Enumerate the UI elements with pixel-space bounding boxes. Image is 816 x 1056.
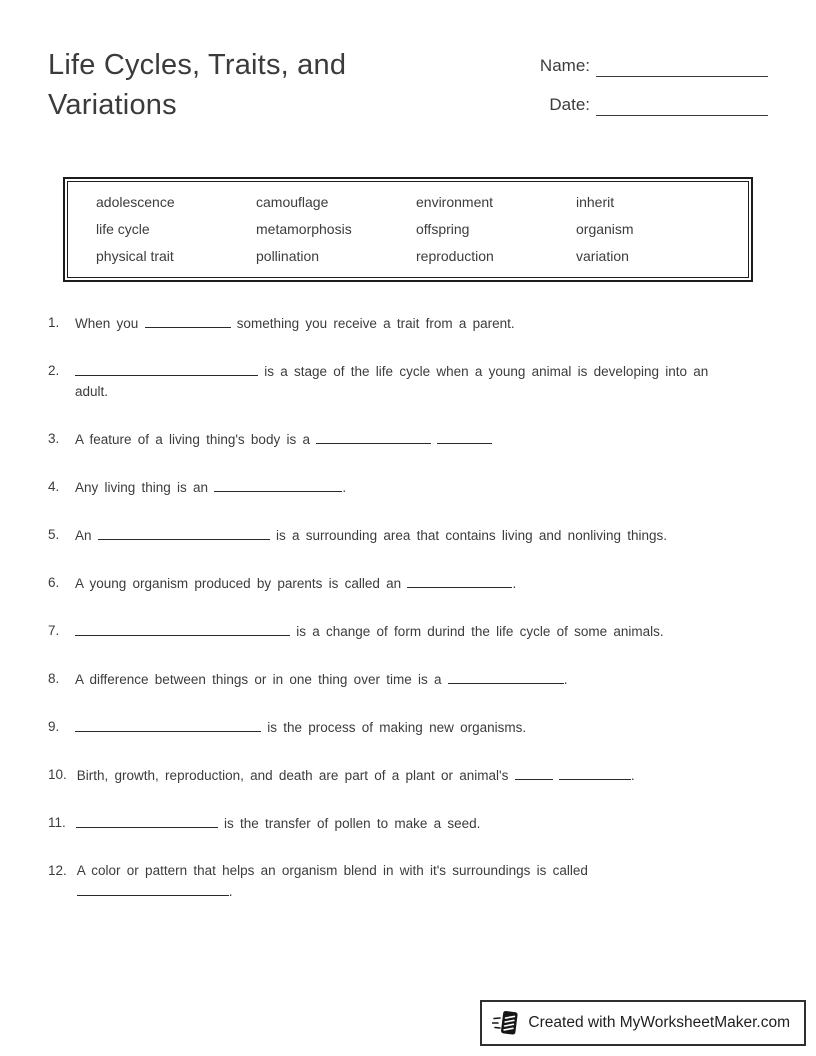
question-row [48,525,768,546]
word-bank-word: metamorphosis [256,221,352,237]
question-row [48,477,768,498]
answer-blank [316,429,431,444]
page-title: Life Cycles, Traits, and Variations [48,49,347,121]
question-number: 7. [48,623,60,638]
answer-blank [515,765,553,780]
question-text: Any living thing is an . [75,477,768,498]
footer-credit-box[interactable] [480,1000,806,1046]
question-row [48,765,768,786]
word-bank-word: reproduction [416,248,494,264]
answer-blank [448,669,564,684]
question-number: 8. [48,671,60,686]
question-text: An is a surrounding area that contains living and nonliving things. [75,525,768,546]
answer-blank [145,313,231,328]
question-row [48,429,768,450]
name-date-block [540,50,768,128]
word-bank-word: life cycle [96,221,150,237]
question-number: 3. [48,431,60,446]
question-row [48,861,768,902]
myworksheetmaker-logo-icon [492,1008,519,1038]
question-text: When you something you receive a trait from a parent. [75,313,768,334]
name-row [540,50,768,77]
word-bank-grid [67,181,749,278]
question-number: 1. [48,315,60,330]
date-label: Date: [549,95,590,114]
answer-blank [75,621,290,636]
question-text: A feature of a living thing's body is a [75,429,768,450]
question-text: Birth, growth, reproduction, and death are part of a plant or animal's . [77,765,768,786]
word-bank-word: environment [416,194,494,210]
footer-credit-text: Created with MyWorksheetMaker.com [528,1014,790,1031]
question-text: is the process of making new organisms. [75,717,768,738]
question-row [48,669,768,690]
question-row [48,621,768,642]
question-row [48,717,768,738]
word-bank-word: inherit [576,194,615,210]
answer-blank [214,477,342,492]
answer-blank [75,361,258,376]
question-number: 12. [48,863,67,878]
question-text: is a stage of the life cycle when a young animal is developing into an adult. [75,361,768,402]
question-text: A young organism produced by parents is called an . [75,573,768,594]
question-number: 5. [48,527,60,542]
question-number: 11. [48,815,66,830]
question-text: is a change of form durind the life cycle of some animals. [75,621,768,642]
name-label: Name: [539,56,590,75]
word-bank-word: offspring [416,221,470,237]
question-row [48,573,768,594]
question-text: A difference between things or in one thing over time is a . [75,669,768,690]
date-row [540,89,768,116]
question-row [48,813,768,834]
word-bank-word: pollination [256,248,320,264]
word-bank-word: physical trait [96,248,174,264]
word-bank-word: organism [576,221,634,237]
answer-blank [437,429,492,444]
questions-list [48,313,768,902]
date-line [596,93,768,116]
word-bank [63,177,753,282]
answer-blank [77,881,229,896]
question-row [48,313,768,334]
question-number: 10. [48,767,67,782]
question-number: 2. [48,363,60,378]
question-number: 6. [48,575,60,590]
answer-blank [75,717,261,732]
question-text: A color or pattern that helps an organism blend in with it's surroundings is called . [76,863,588,899]
word-bank-word: variation [576,248,629,264]
question-number: 4. [48,479,60,494]
worksheet-header [48,45,768,177]
answer-blank [559,765,631,780]
question-text: is the transfer of pollen to make a seed. [76,813,768,834]
word-bank-word: adolescence [96,194,175,210]
name-line [596,54,768,77]
answer-blank [76,813,218,828]
question-number: 9. [48,719,60,734]
answer-blank [98,525,270,540]
answer-blank [407,573,512,588]
question-row [48,361,768,402]
word-bank-word: camouflage [256,194,329,210]
